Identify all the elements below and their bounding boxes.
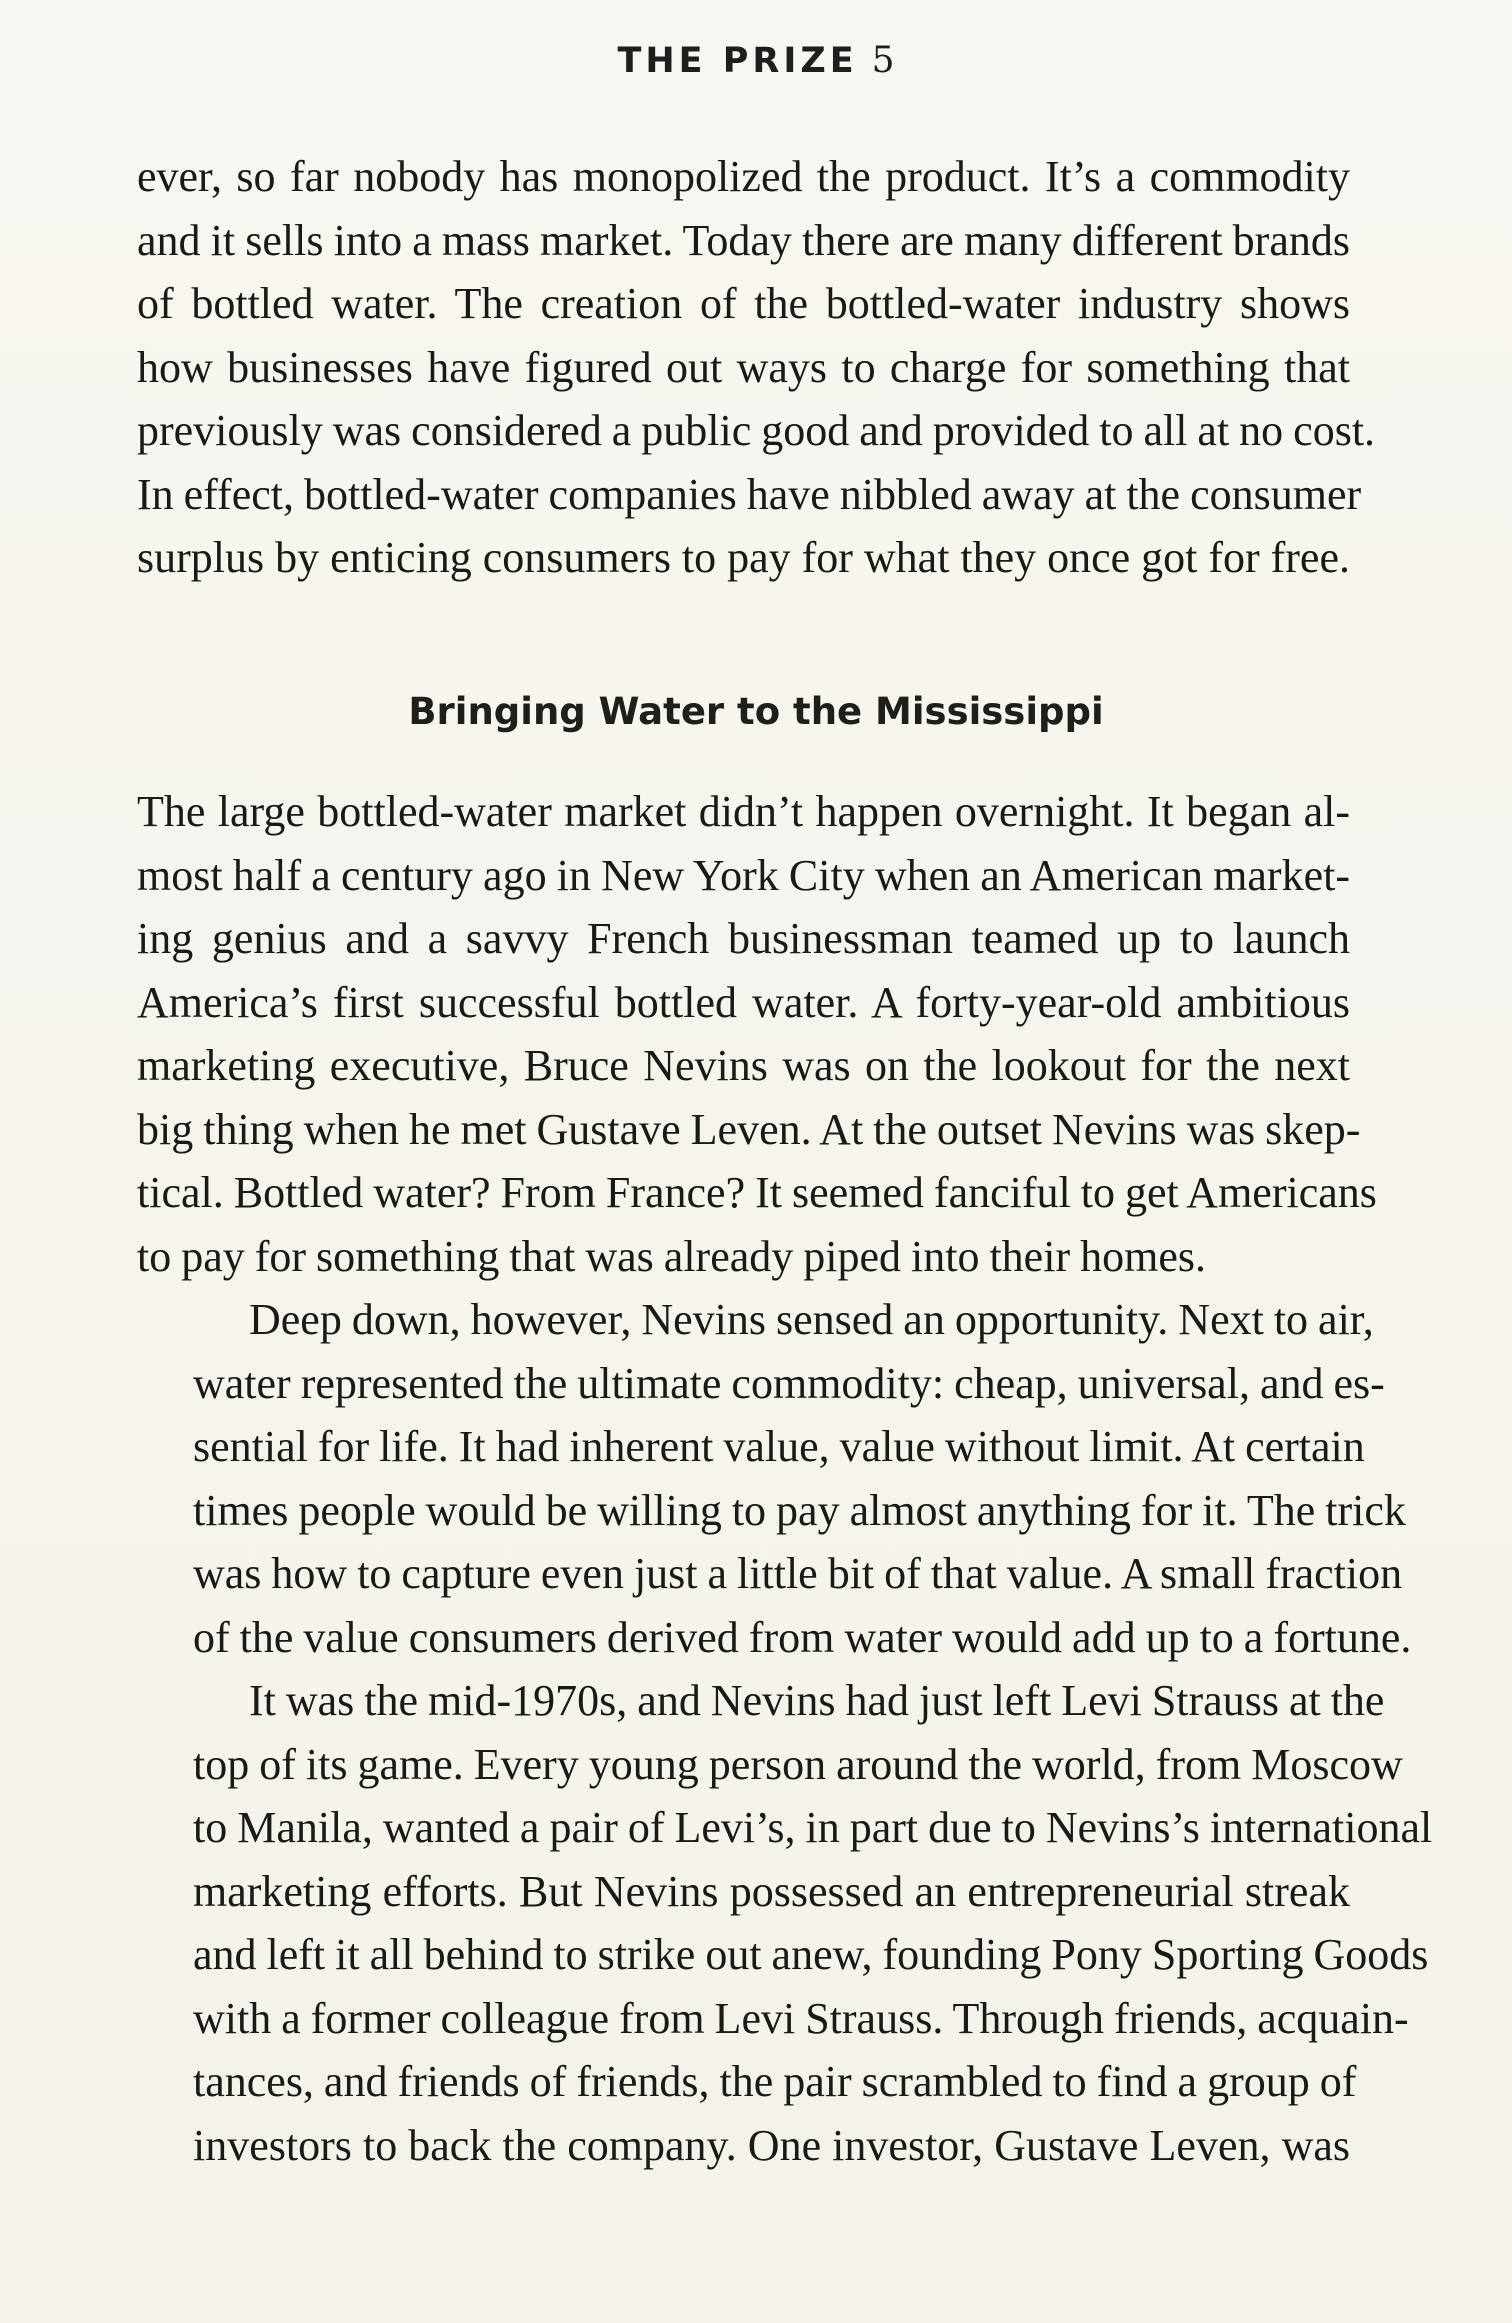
text-line: tances, and friends of friends, the pair scrambled to find a group of — [193, 2057, 1357, 2106]
text-line: marketing efforts. But Nevins possessed an entrepreneurial streak — [193, 1866, 1350, 1916]
text-line: how businesses have figured out ways to charge for something that — [137, 342, 1350, 392]
text-line: ever, so far nobody has monopolized the product. It’s a commodity — [137, 152, 1350, 201]
text-line: Deep down, however, Nevins sensed an opportunity. Next to air, — [249, 1295, 1374, 1344]
paragraph — [137, 1669, 1433, 2177]
text-line: surplus by enticing consumers to pay for what they once got for free. — [137, 533, 1350, 582]
section-heading: Bringing Water to the Mississippi — [408, 690, 1104, 733]
text-line: top of its game. Every young person around the world, from Moscow — [193, 1739, 1403, 1789]
text-line: most half a century ago in New York City when an American market- — [137, 850, 1350, 900]
paragraph — [137, 780, 1377, 1288]
text-line: The large bottled-water market didn’t happen overnight. It began al- — [137, 787, 1350, 836]
text-line: of the value consumers derived from water would add up to a fortune. — [193, 1612, 1412, 1662]
text-line: and left it all behind to strike out anew, founding Pony Sporting Goods — [193, 1930, 1429, 1979]
text-line: to pay for something that was already piped into their homes. — [137, 1231, 1206, 1281]
section-body — [137, 780, 1433, 2177]
text-line: was how to capture even just a little bit of that value. A small fraction — [193, 1549, 1403, 1598]
text-line: sential for life. It had inherent value, value without limit. At certain — [193, 1422, 1365, 1471]
paragraph — [137, 1288, 1412, 1669]
text-line: marketing executive, Bruce Nevins was on the lookout for the next — [137, 1041, 1350, 1090]
text-line: and it sells into a mass market. Today there are many different brands — [137, 215, 1350, 265]
text-line: of bottled water. The creation of the bottled-water industry shows — [137, 279, 1350, 328]
text-line: to Manila, wanted a pair of Levi’s, in part due to Nevins’s international — [193, 1803, 1433, 1852]
running-head-title: THE PRIZE — [617, 41, 858, 81]
page-number: 5 — [871, 40, 895, 81]
text-line: water represented the ultimate commodity: cheap, universal, and es- — [193, 1358, 1385, 1408]
text-line: America’s first successful bottled water. A forty-year-old ambitious — [137, 977, 1350, 1027]
text-line: with a former colleague from Levi Strauss. Through friends, acquain- — [193, 1993, 1409, 2043]
text-line: ing genius and a savvy French businessman teamed up to launch — [137, 914, 1350, 963]
intro-paragraph — [137, 145, 1376, 590]
text-line: times people would be willing to pay almost anything for it. The trick — [193, 1485, 1406, 1535]
text-line: previously was considered a public good and provided to all at no cost. — [137, 406, 1376, 455]
text-line: In effect, bottled-water companies have nibbled away at the consumer — [137, 469, 1362, 519]
text-line: tical. Bottled water? From France? It seemed fanciful to get Americans — [137, 1168, 1377, 1217]
text-line: big thing when he met Gustave Leven. At the outset Nevins was skep- — [137, 1104, 1361, 1154]
text-line: It was the mid-1970s, and Nevins had just left Levi Strauss at the — [249, 1676, 1385, 1725]
running-head — [0, 40, 1512, 81]
text-line: investors to back the company. One investor, Gustave Leven, was — [193, 2120, 1350, 2170]
